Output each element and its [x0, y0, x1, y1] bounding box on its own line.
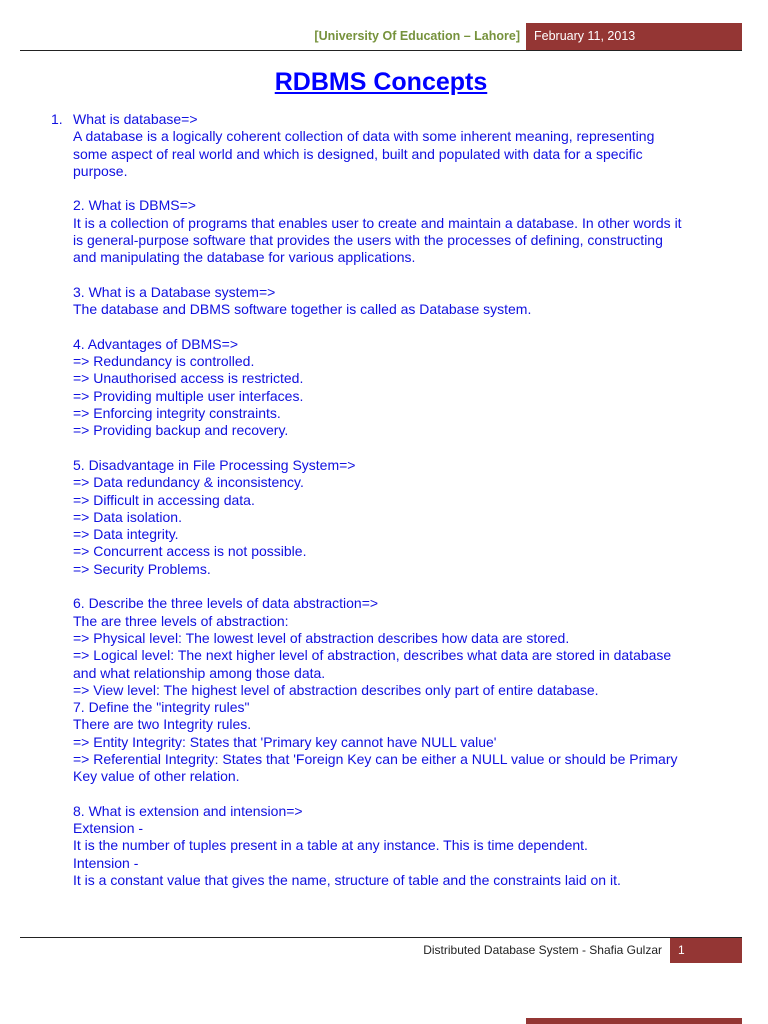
text-line: => Difficult in accessing data. — [73, 491, 255, 508]
text-line: There are two Integrity rules. — [73, 716, 252, 733]
text-line: => Entity Integrity: States that 'Primary key cannot have NULL value' — [73, 733, 497, 750]
text-line: Intension - — [73, 854, 139, 871]
text-line: It is a constant value that gives the name, structure of table and the constraints laid on it. — [73, 872, 621, 889]
text-line: 6. Describe the three levels of data abstraction=> — [73, 595, 379, 612]
text-line: => Providing multiple user interfaces. — [73, 387, 304, 404]
text-line: => Unauthorised access is restricted. — [73, 370, 304, 387]
text-line: Key value of other relation. — [73, 768, 240, 785]
blank-line — [73, 786, 743, 803]
text-line: => Security Problems. — [73, 560, 211, 577]
blank-line — [73, 267, 743, 284]
footer-text: Distributed Database System - Shafia Gulzar — [423, 943, 662, 957]
text-line: => Data isolation. — [73, 508, 182, 525]
text-line: 2. What is DBMS=> — [73, 197, 196, 214]
text-line: A database is a logically coherent collection of data with some inherent meaning, representing — [73, 128, 655, 145]
text-line: => Redundancy is controlled. — [73, 353, 255, 370]
text-line: purpose. — [73, 162, 128, 179]
document-body — [73, 111, 743, 889]
blank-line — [73, 578, 743, 595]
text-line: => Logical level: The next higher level of abstraction, describes what data are stored in database — [73, 647, 672, 664]
text-line: 5. Disadvantage in File Processing System=> — [73, 456, 356, 473]
text-line: => Data redundancy & inconsistency. — [73, 474, 304, 491]
text-line: 8. What is extension and intension=> — [73, 802, 303, 819]
text-line: 3. What is a Database system=> — [73, 283, 276, 300]
blank-line — [73, 180, 743, 197]
blank-line — [73, 440, 743, 457]
text-line: and what relationship among those data. — [73, 664, 326, 681]
text-line: => Providing backup and recovery. — [73, 422, 289, 439]
list-number-1: 1. — [51, 111, 63, 127]
text-line: some aspect of real world and which is designed, built and populated with data for a specific — [73, 145, 643, 162]
text-line: 4. Advantages of DBMS=> — [73, 335, 238, 352]
text-line: 7. Define the "integrity rules" — [73, 699, 250, 716]
header-date-box: February 11, 2013 — [526, 23, 742, 50]
text-line: => View level: The highest level of abstraction describes only part of entire database. — [73, 681, 599, 698]
text-line: It is a collection of programs that enables user to create and maintain a database. In other words it — [73, 214, 682, 231]
text-line: is general-purpose software that provides the users with the processes of defining, constructing — [73, 232, 663, 249]
footer-rule — [20, 937, 742, 938]
text-line: The are three levels of abstraction: — [73, 612, 289, 629]
text-line: => Referential Integrity: States that 'Foreign Key can be either a NULL value or should be Primary — [73, 750, 678, 767]
footer-page-number: 1 — [670, 938, 742, 963]
page-title: RDBMS Concepts — [274, 68, 488, 96]
text-line: What is database=> — [73, 111, 198, 127]
text-line: => Physical level: The lowest level of abstraction describes how data are stored. — [73, 629, 570, 646]
text-line: => Enforcing integrity constraints. — [73, 405, 281, 422]
text-line: and manipulating the database for various applications. — [73, 249, 416, 266]
text-line: The database and DBMS software together is called as Database system. — [73, 301, 532, 318]
text-line: => Data integrity. — [73, 526, 179, 543]
text-line: => Concurrent access is not possible. — [73, 543, 307, 560]
header-rule — [20, 50, 742, 51]
blank-line — [73, 319, 743, 336]
text-line: It is the number of tuples present in a table at any instance. This is time dependent. — [73, 837, 588, 854]
header-institution: [University Of Education – Lahore] — [314, 29, 520, 43]
text-line: Extension - — [73, 820, 144, 837]
bottom-accent-bar — [526, 1018, 742, 1024]
